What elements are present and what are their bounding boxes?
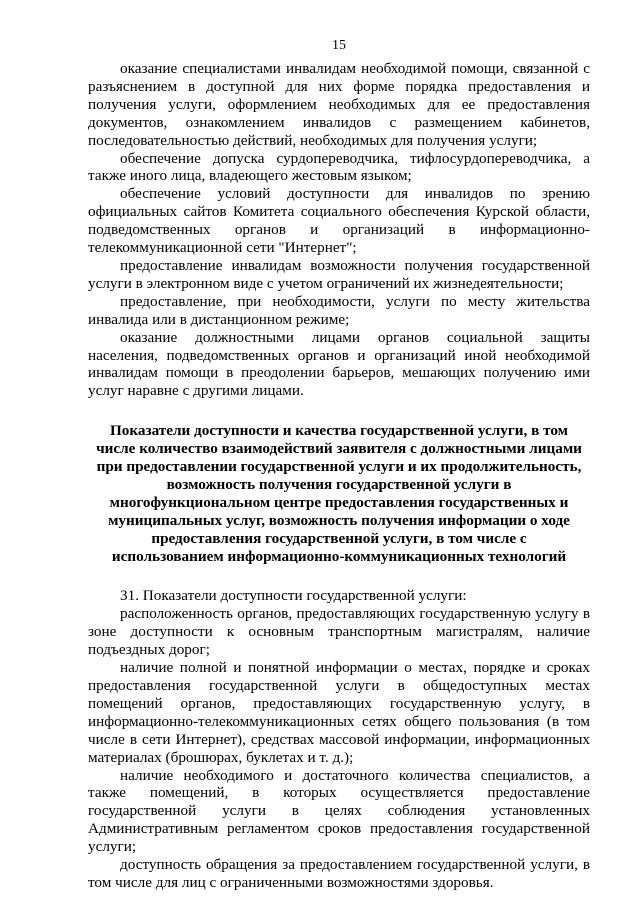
page-number: 15 (332, 38, 346, 53)
paragraph-website-accessibility: обеспечение условий доступности для инвалидов по зрению официальных сайтов Комитета социального обеспечения Курской области, подведомственных органов и организаций в информационно-телекоммуникационной сети "Интернет"; (88, 185, 590, 257)
paragraph-electronic-service: предоставление инвалидам возможности получения государственной услуги в электронном виде с учетом ограничений их жизнедеятельности; (88, 256, 590, 292)
accessibility-indicators-list (88, 587, 590, 891)
section-heading: Показатели доступности и качества государственной услуги, в том числе количество взаимодействий заявителя с должностными лицами при предоставлении государственной услуги и их продолжительность, возможность получения государственной услуги в многофункциональном центре предоставления государственных и муниципальных услуг, возможность получения информации о ходе предоставления государственной услуги, в том числе с использованием информационно-коммуникационных технологий (96, 422, 582, 565)
paragraph-barrier-assistance: оказание должностными лицами органов социальной защиты населения, подведомственных органов и организаций иной необходимой инвалидам помощи в преодолении барьеров, мешающих получению ими услуг наравне с другими лицами. (88, 328, 590, 400)
paragraph-access-for-disabled: доступность обращения за предоставлением государственной услуги, в том числе для лиц с ограниченными возможностями здоровья. (88, 856, 590, 891)
paragraph-information-availability: наличие полной и понятной информации о местах, порядке и сроках предоставления государственной услуги в общедоступных местах помещений органов, предоставляющих государственную услугу, в информационно-телекоммуникационных сетях общего пользования (в том числе в сети Интернет), средствах массовой информации, информационных материалах (брошюрах, буклетах и т. д.); (88, 659, 590, 766)
paragraph-specialist-assistance: оказание специалистами инвалидам необходимой помощи, связанной с разъяснением в доступной для них форме порядка предоставления и получения услуги, оформлением необходимых для ее предоставления документов, ознакомлением инвалидов с размещением кабинетов, последовательностью действий, необходимых для получения услуги; (88, 60, 590, 149)
paragraph-item-31-title: 31. Показатели доступности государственной услуги: (120, 587, 467, 605)
paragraph-sign-interpreter-admission: обеспечение допуска сурдопереводчика, тифлосурдопереводчика, а также иного лица, владеющего жестовым языком; (88, 149, 590, 185)
accessibility-measures-list (88, 60, 590, 400)
paragraph-home-or-remote-service: предоставление, при необходимости, услуги по месту жительства инвалида или в дистанционном режиме; (88, 292, 590, 328)
paragraph-transport-accessibility: расположенность органов, предоставляющих государственную услугу в зоне доступности к основным транспортным магистралям, наличие подъездных дорог; (88, 605, 590, 659)
paragraph-staff-sufficiency: наличие необходимого и достаточного количества специалистов, а также помещений, в которых осуществляется предоставление государственной услуги в целях соблюдения установленных Административным регламентом сроков предоставления государственной услуги; (88, 766, 590, 856)
